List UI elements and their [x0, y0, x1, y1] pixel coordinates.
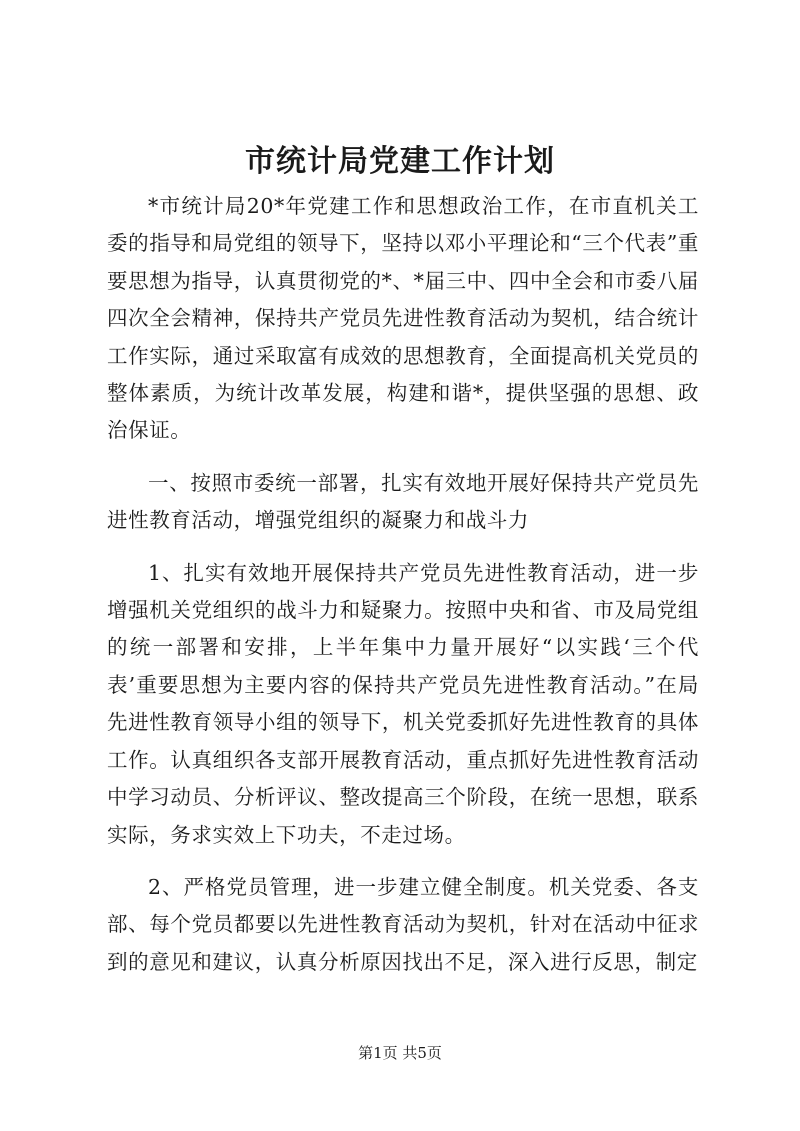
document-title: 市统计局党建工作计划	[245, 144, 555, 179]
document-body	[107, 188, 699, 981]
paragraph-item-1: 1、扎实有效地开展保持共产党员先进性教育活动，进一步增强机关党组织的战斗力和疑聚力。按照中央和省、市及局党组的统一部署和安排，上半年集中力量开展好“以实践‘三个代表’重要思想为主要内容的保持共产党员先进性教育活动。”在局先进性教育领导小组的领导下，机关党委抓好先进性教育的具体工作。认真组织各支部开展教育活动，重点抓好先进性教育活动中学习动员、分析评议、整改提高三个阶段，在统一思想，联系实际，务求实效上下功夫，不走过场。	[107, 560, 699, 847]
page-number-footer: 第1页 共5页	[358, 1044, 442, 1062]
paragraph-intro: *市统计局20*年党建工作和思想政治工作，在市直机关工委的指导和局党组的领导下，坚持以邓小平理论和“三个代表”重要思想为指导，认真贯彻党的*、*届三中、四中全会和市委八届四次全会精神，保持共产党员先进性教育活动为契机，结合统计工作实际，通过采取富有成效的思想教育，全面提高机关党员的整体素质，为统计改革发展，构建和谐*，提供坚强的思想、政治保证。	[107, 194, 699, 443]
paragraph-item-2: 2、严格党员管理，进一步建立健全制度。机关党委、各支部、每个党员都要以先进性教育活动为契机，针对在活动中征求到的意见和建议，认真分析原因找出不足，深入进行反思，制定	[107, 874, 699, 974]
paragraph-section-heading-1: 一、按照市委统一部署，扎实有效地开展好保持共产党员先进性教育活动，增强党组织的凝聚力和战斗力	[107, 470, 699, 533]
